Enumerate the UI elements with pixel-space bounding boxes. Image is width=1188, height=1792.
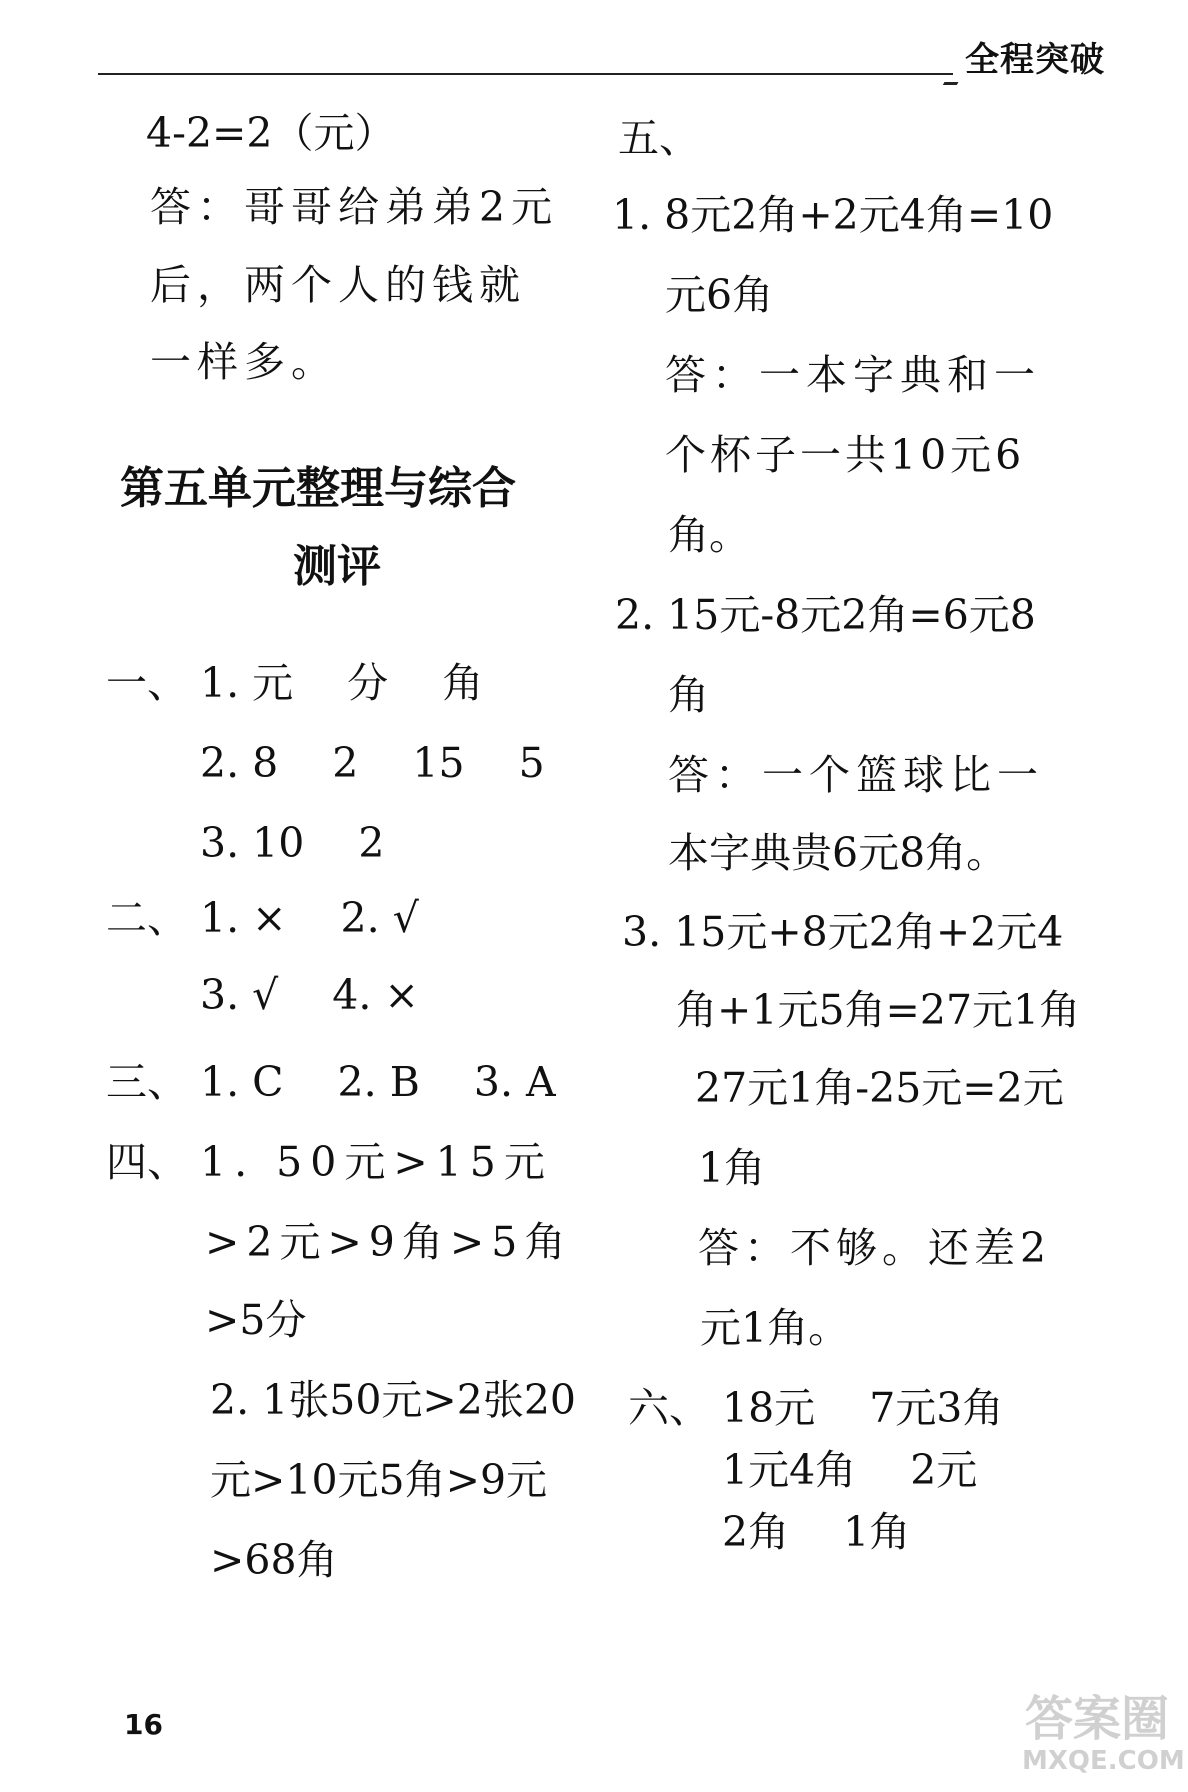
answer-line: 角。	[668, 511, 750, 559]
question-label-6: 六、	[628, 1384, 710, 1432]
question-label-4: 四、	[106, 1138, 188, 1186]
answer-line: 2. 15元-8元2角=6元8	[615, 591, 1036, 639]
answer-line: 3. 15元+8元2角+2元4	[622, 908, 1064, 956]
answer-line: 本字典贵6元8角。	[668, 829, 1008, 877]
answer-line: 1. 元 分 角	[200, 659, 484, 707]
answer-line: 1. × 2. √	[200, 894, 419, 942]
answer-line: 2. 8 2 15 5	[200, 739, 545, 787]
answer-line: 27元1角-25元=2元	[695, 1064, 1064, 1112]
answer-line: 答：一个篮球比一	[668, 751, 1044, 799]
question-label-5: 五、	[618, 114, 700, 162]
answer-line: 答：不够。还差2	[698, 1224, 1052, 1272]
answer-line: 1. 50元>15元	[200, 1138, 553, 1186]
answer-line: >68角	[210, 1536, 338, 1584]
header-rule	[98, 73, 953, 75]
answer-line: >5分	[205, 1296, 307, 1344]
answer-line: 个杯子一共10元6	[665, 431, 1026, 479]
answer-line: 元6角	[665, 271, 774, 319]
answer-line: >2元>9角>5角	[205, 1218, 573, 1266]
page-number: 16	[124, 1708, 163, 1741]
answer-line: 后，两个人的钱就	[150, 261, 526, 309]
answer-line: 2角 1角	[722, 1508, 911, 1556]
answer-line: 角+1元5角=27元1角	[676, 986, 1081, 1034]
answer-line: 3. 10 2	[200, 819, 385, 867]
section-title-continued: 测评	[293, 541, 381, 592]
answer-line: 答：一本字典和一	[665, 351, 1041, 399]
answer-line: 1角	[698, 1144, 766, 1192]
answer-line: 答：哥哥给弟弟2元	[150, 183, 559, 231]
answer-line: 1. C 2. B 3. A	[200, 1058, 556, 1106]
answer-line: 元1角。	[700, 1304, 850, 1352]
answer-line: 元>10元5角>9元	[210, 1456, 548, 1504]
question-label-3: 三、	[106, 1058, 188, 1106]
answer-line: 1元4角 2元	[722, 1446, 978, 1494]
answer-line: 18元 7元3角	[722, 1384, 1004, 1432]
question-label-1: 一、	[106, 659, 188, 707]
answer-line: 一样多。	[150, 338, 338, 386]
watermark-url: MXQE.COM	[1022, 1746, 1185, 1776]
answer-line: 角	[668, 671, 709, 719]
answer-line: 3. √ 4. ×	[200, 971, 419, 1019]
answer-line: 4-2=2（元）	[146, 109, 396, 157]
watermark-title: 答案圈	[1024, 1691, 1169, 1747]
answer-line: 2. 1张50元>2张20	[210, 1376, 577, 1424]
section-title: 第五单元整理与综合	[120, 463, 516, 514]
question-label-2: 二、	[106, 894, 188, 942]
answer-line: 1. 8元2角+2元4角=10	[612, 191, 1054, 239]
brand-title: 全程突破	[965, 40, 1105, 80]
watermark-logo	[1022, 1680, 1185, 1788]
